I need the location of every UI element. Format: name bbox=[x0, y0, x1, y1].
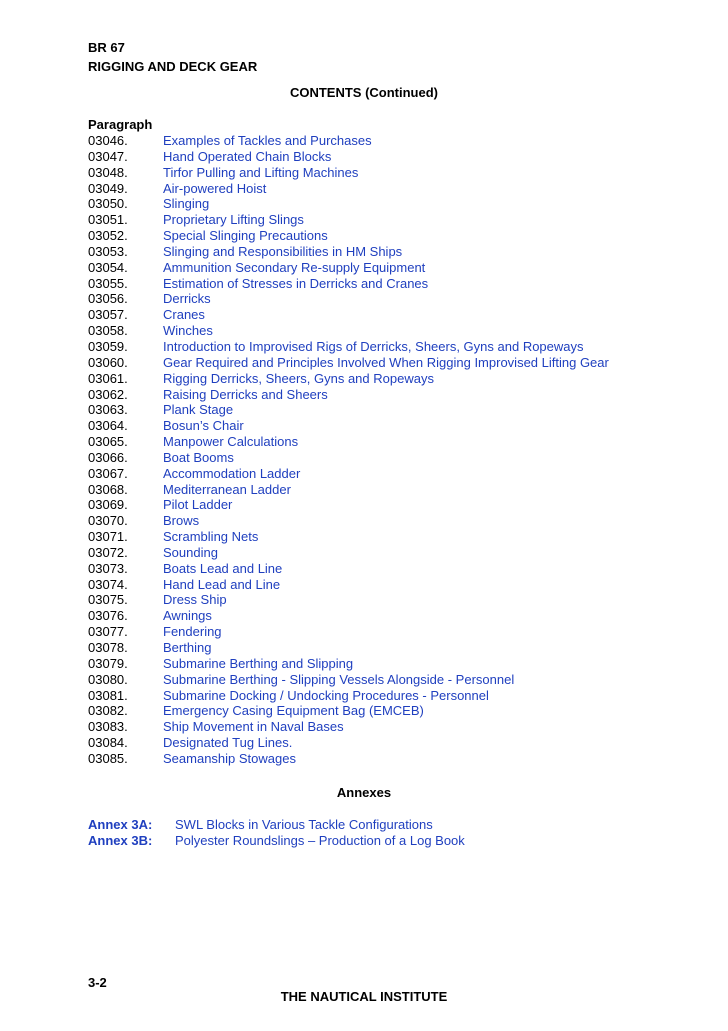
toc-row[interactable] bbox=[88, 656, 609, 672]
toc-row[interactable] bbox=[88, 291, 609, 307]
toc-link[interactable]: Ship Movement in Naval Bases bbox=[163, 719, 344, 735]
toc-link[interactable]: Scrambling Nets bbox=[163, 529, 259, 545]
toc-paragraph-number: 03078. bbox=[88, 640, 128, 655]
toc-link[interactable]: Proprietary Lifting Slings bbox=[163, 212, 304, 228]
toc-link[interactable]: Air-powered Hoist bbox=[163, 180, 267, 196]
toc-paragraph-number: 03079. bbox=[88, 655, 128, 671]
toc-row[interactable] bbox=[88, 624, 609, 640]
toc-link[interactable]: Fendering bbox=[163, 624, 222, 640]
toc-paragraph-number: 03083. bbox=[88, 719, 128, 735]
toc-link[interactable]: Brows bbox=[163, 513, 200, 529]
toc-row[interactable] bbox=[88, 339, 609, 355]
toc-row[interactable] bbox=[88, 371, 609, 387]
toc-paragraph-number: 03054. bbox=[88, 259, 128, 275]
toc-row[interactable] bbox=[88, 260, 609, 276]
toc-paragraph-number: 03073. bbox=[88, 560, 128, 576]
toc-paragraph-number: 03061. bbox=[88, 370, 128, 386]
toc-row[interactable] bbox=[88, 672, 609, 688]
toc-link[interactable]: Manpower Calculations bbox=[163, 434, 299, 450]
toc-row[interactable] bbox=[88, 276, 609, 292]
toc-link[interactable]: Rigging Derricks, Sheers, Gyns and Ropeways bbox=[163, 370, 434, 386]
document-subject: RIGGING AND DECK GEAR bbox=[88, 59, 258, 74]
toc-link[interactable]: Estimation of Stresses in Derricks and Cranes bbox=[163, 275, 429, 291]
annex-link[interactable]: SWL Blocks in Various Tackle Configurations bbox=[175, 817, 433, 832]
toc-paragraph-number: 03050. bbox=[88, 196, 128, 212]
toc-row[interactable] bbox=[88, 402, 609, 418]
toc-row[interactable] bbox=[88, 133, 609, 149]
toc-row[interactable] bbox=[88, 466, 609, 482]
toc-link[interactable]: Plank Stage bbox=[163, 402, 234, 418]
toc-link[interactable]: Designated Tug Lines. bbox=[163, 735, 293, 751]
toc-row[interactable] bbox=[88, 165, 609, 181]
annex-label[interactable]: Annex 3B: bbox=[88, 833, 153, 848]
toc-paragraph-number: 03052. bbox=[88, 228, 128, 244]
toc-row[interactable] bbox=[88, 434, 609, 450]
toc-paragraph-number: 03060. bbox=[88, 354, 128, 370]
paragraph-column-label: Paragraph bbox=[88, 117, 153, 132]
toc-row[interactable] bbox=[88, 450, 609, 466]
toc-paragraph-number: 03085. bbox=[88, 750, 128, 766]
toc-link[interactable]: Berthing bbox=[163, 640, 212, 655]
toc-row[interactable] bbox=[88, 482, 609, 498]
toc-link[interactable]: Examples of Tackles and Purchases bbox=[163, 133, 372, 148]
toc-row[interactable] bbox=[88, 244, 609, 260]
toc-paragraph-number: 03063. bbox=[88, 402, 128, 418]
toc-link[interactable]: Ammunition Secondary Re-supply Equipment bbox=[163, 259, 426, 275]
toc-link[interactable]: Seamanship Stowages bbox=[163, 750, 296, 766]
toc-link[interactable]: Submarine Berthing - Slipping Vessels Alongside - Personnel bbox=[163, 671, 515, 687]
toc-link[interactable]: Winches bbox=[163, 323, 213, 339]
toc-paragraph-number: 03067. bbox=[88, 465, 128, 481]
toc-paragraph-number: 03059. bbox=[88, 338, 128, 354]
toc-row[interactable] bbox=[88, 592, 609, 608]
toc-row[interactable] bbox=[88, 577, 609, 593]
toc-link[interactable]: Sounding bbox=[163, 544, 218, 560]
toc-link[interactable]: Submarine Berthing and Slipping bbox=[163, 655, 354, 671]
toc-paragraph-number: 03058. bbox=[88, 323, 128, 339]
toc-row[interactable] bbox=[88, 719, 609, 735]
toc-row[interactable] bbox=[88, 735, 609, 751]
toc-row[interactable] bbox=[88, 513, 609, 529]
toc-row[interactable] bbox=[88, 149, 609, 165]
toc-paragraph-number: 03072. bbox=[88, 544, 128, 560]
toc-row[interactable] bbox=[88, 640, 609, 656]
annex-item[interactable] bbox=[88, 817, 433, 832]
toc-paragraph-number: 03070. bbox=[88, 513, 128, 529]
toc-row[interactable] bbox=[88, 688, 609, 704]
toc-link[interactable]: Dress Ship bbox=[163, 592, 227, 608]
toc-row[interactable] bbox=[88, 529, 609, 545]
toc-row[interactable] bbox=[88, 608, 609, 624]
footer-publisher: THE NAUTICAL INSTITUTE bbox=[280, 989, 448, 1004]
toc-link[interactable]: Awnings bbox=[163, 608, 212, 624]
toc-row[interactable] bbox=[88, 196, 609, 212]
annexes-title: Annexes bbox=[336, 785, 392, 800]
toc-link[interactable]: Pilot Ladder bbox=[163, 497, 233, 513]
toc-paragraph-number: 03075. bbox=[88, 592, 128, 608]
toc-row[interactable] bbox=[88, 323, 609, 339]
toc-link[interactable]: Cranes bbox=[163, 307, 205, 323]
toc-link[interactable]: Raising Derricks and Sheers bbox=[163, 386, 328, 402]
toc-paragraph-number: 03082. bbox=[88, 703, 128, 719]
toc-row[interactable] bbox=[88, 355, 609, 371]
toc-paragraph-number: 03081. bbox=[88, 687, 128, 703]
toc-link[interactable]: Mediterranean Ladder bbox=[163, 481, 291, 497]
toc-paragraph-number: 03055. bbox=[88, 275, 128, 291]
toc-row[interactable] bbox=[88, 545, 609, 561]
toc-paragraph-number: 03057. bbox=[88, 307, 128, 323]
toc-link[interactable]: Slinging bbox=[163, 196, 210, 212]
toc-row[interactable] bbox=[88, 751, 609, 767]
toc-link[interactable]: Boat Booms bbox=[163, 449, 234, 465]
toc-link[interactable]: Hand Operated Chain Blocks bbox=[163, 148, 332, 164]
toc-paragraph-number: 03046. bbox=[88, 133, 128, 148]
toc-link[interactable]: Submarine Docking / Undocking Procedures - Personnel bbox=[163, 687, 489, 703]
toc-paragraph-number: 03076. bbox=[88, 608, 128, 624]
toc-row[interactable] bbox=[88, 561, 609, 577]
toc-paragraph-number: 03084. bbox=[88, 735, 128, 751]
annex-label[interactable]: Annex 3A: bbox=[88, 817, 153, 832]
toc-link[interactable]: Hand Lead and Line bbox=[163, 576, 281, 592]
toc-link[interactable]: Introduction to Improvised Rigs of Derricks, Sheers, Gyns and Ropeways bbox=[163, 338, 584, 354]
toc-paragraph-number: 03056. bbox=[88, 291, 128, 307]
toc-paragraph-number: 03068. bbox=[88, 481, 128, 497]
toc-row[interactable] bbox=[88, 703, 609, 719]
toc-link[interactable]: Emergency Casing Equipment Bag (EMCEB) bbox=[163, 703, 424, 719]
toc-link[interactable]: Special Slinging Precautions bbox=[163, 228, 328, 244]
toc-row[interactable] bbox=[88, 418, 609, 434]
annex-item[interactable] bbox=[88, 833, 465, 848]
toc-paragraph-number: 03049. bbox=[88, 180, 128, 196]
toc-paragraph-number: 03080. bbox=[88, 671, 128, 687]
toc-row[interactable] bbox=[88, 181, 609, 197]
toc-paragraph-number: 03071. bbox=[88, 529, 128, 545]
toc-row[interactable] bbox=[88, 228, 609, 244]
toc-row[interactable] bbox=[88, 212, 609, 228]
toc-paragraph-number: 03066. bbox=[88, 449, 128, 465]
toc-link[interactable]: Slinging and Responsibilities in HM Ships bbox=[163, 243, 403, 259]
toc-link[interactable]: Boats Lead and Line bbox=[163, 560, 283, 576]
toc-paragraph-number: 03077. bbox=[88, 624, 128, 640]
contents-title: CONTENTS (Continued) bbox=[289, 85, 439, 100]
toc-row[interactable] bbox=[88, 307, 609, 323]
toc-link[interactable]: Tirfor Pulling and Lifting Machines bbox=[163, 164, 359, 180]
toc-paragraph-number: 03065. bbox=[88, 434, 128, 450]
toc-paragraph-number: 03047. bbox=[88, 148, 128, 164]
toc-link[interactable]: Gear Required and Principles Involved When Rigging Improvised Lifting Gear bbox=[163, 354, 609, 370]
table-of-contents bbox=[88, 133, 609, 767]
toc-link[interactable]: Accommodation Ladder bbox=[163, 465, 301, 481]
toc-paragraph-number: 03069. bbox=[88, 497, 128, 513]
toc-row[interactable] bbox=[88, 497, 609, 513]
toc-paragraph-number: 03053. bbox=[88, 243, 128, 259]
toc-paragraph-number: 03048. bbox=[88, 164, 128, 180]
page-number: 3-2 bbox=[88, 975, 107, 990]
toc-link[interactable]: Bosun’s Chair bbox=[163, 418, 244, 434]
document-code: BR 67 bbox=[88, 40, 125, 55]
toc-paragraph-number: 03051. bbox=[88, 212, 128, 228]
annex-link[interactable]: Polyester Roundslings – Production of a Log Book bbox=[175, 833, 465, 848]
toc-paragraph-number: 03074. bbox=[88, 576, 128, 592]
toc-row[interactable] bbox=[88, 387, 609, 403]
toc-paragraph-number: 03062. bbox=[88, 386, 128, 402]
toc-link[interactable]: Derricks bbox=[163, 291, 211, 307]
toc-paragraph-number: 03064. bbox=[88, 418, 128, 434]
